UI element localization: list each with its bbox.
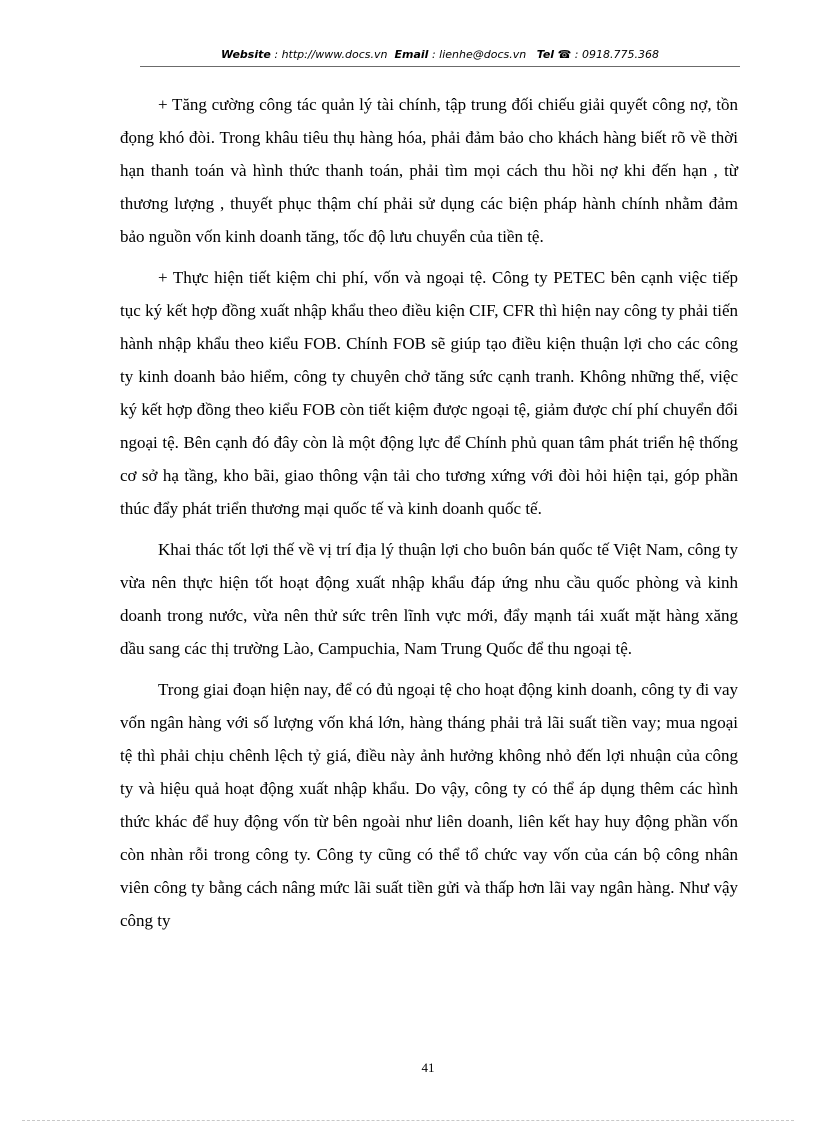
page-header	[140, 48, 740, 61]
document-body	[120, 88, 738, 945]
paragraph-finance: + Tăng cường công tác quản lý tài chính, tập trung đối chiếu giải quyết công nợ, tồn đọng khó đòi. Trong khâu tiêu thụ hàng hóa, phải đảm bảo cho khách hàng biết rõ về thời hạn thanh toán và hình thức thanh toán, phải tìm mọi cách thu hồi nợ khi đến hạn , từ thương lượng , thuyết phục thậm chí phải sử dụng các biện pháp hành chính nhằm đảm bảo nguồn vốn kinh doanh tăng, tốc độ lưu chuyển của tiền tệ.	[120, 95, 738, 246]
website-label: Website	[221, 48, 271, 61]
phone-icon: ☎	[557, 48, 572, 61]
page-bottom-border	[22, 1120, 794, 1121]
page-number: 41	[421, 1060, 435, 1075]
paragraph-capital: Trong giai đoạn hiện nay, để có đủ ngoại tệ cho hoạt động kinh doanh, công ty đi vay vốn ngân hàng với số lượng vốn khá lớn, hàng tháng phải trả lãi suất tiền vay; mua ngoại tệ thì phải chịu chênh lệch tỷ giá, điều này ảnh hưởng không nhỏ đến lợi nhuận của công ty và hiệu quả hoạt động xuất nhập khẩu. Do vậy, công ty có thể áp dụng thêm các hình thức khác để huy động vốn từ bên ngoài như liên doanh, liên kết hay huy động phần vốn còn nhàn rỗi trong công ty. Công ty cũng có thể tổ chức vay vốn của cán bộ công nhân viên công ty bằng cách nâng mức lãi suất tiền gửi và thấp hơn lãi vay ngân hàng. Như vậy công ty	[120, 680, 738, 930]
email-separator: :	[428, 48, 440, 61]
header-divider	[140, 66, 740, 67]
email-address[interactable]: lienhe@docs.vn	[439, 48, 527, 61]
tel-number: : 0918.775.368	[574, 48, 659, 61]
tel-label: Tel	[536, 48, 555, 61]
email-label: Email	[394, 48, 429, 61]
paragraph-geography: Khai thác tốt lợi thế về vị trí địa lý thuận lợi cho buôn bán quốc tế Việt Nam, công ty vừa nên thực hiện tốt hoạt động xuất nhập khẩu đáp ứng nhu cầu quốc phòng và kinh doanh trong nước, vừa nên thử sức trên lĩnh vực mới, đẩy mạnh tái xuất mặt hàng xăng dầu sang các thị trường Lào, Campuchia, Nam Trung Quốc để thu ngoại tệ.	[120, 540, 738, 658]
website-separator: :	[270, 48, 282, 61]
website-url[interactable]: http://www.docs.vn	[281, 48, 388, 61]
paragraph-cost-saving: + Thực hiện tiết kiệm chi phí, vốn và ngoại tệ. Công ty PETEC bên cạnh việc tiếp tục ký kết hợp đồng xuất nhập khẩu theo điều kiện CIF, CFR thì hiện nay công ty phải tiến hành nhập khẩu theo kiểu FOB. Chính FOB sẽ giúp tạo điều kiện thuận lợi cho các công ty kinh doanh bảo hiểm, công ty chuyên chở tăng sức cạnh tranh. Không những thế, việc ký kết hợp đồng theo kiểu FOB còn tiết kiệm được ngoại tệ, giảm được chí phí chuyển đổi ngoại tệ. Bên cạnh đó đây còn là một động lực để Chính phủ quan tâm phát triển hệ thống cơ sở hạ tầng, kho bãi, giao thông vận tải cho tương xứng với đòi hỏi hiện tại, góp phần thúc đẩy phát triển thương mại quốc tế và kinh doanh quốc tế.	[120, 268, 738, 518]
